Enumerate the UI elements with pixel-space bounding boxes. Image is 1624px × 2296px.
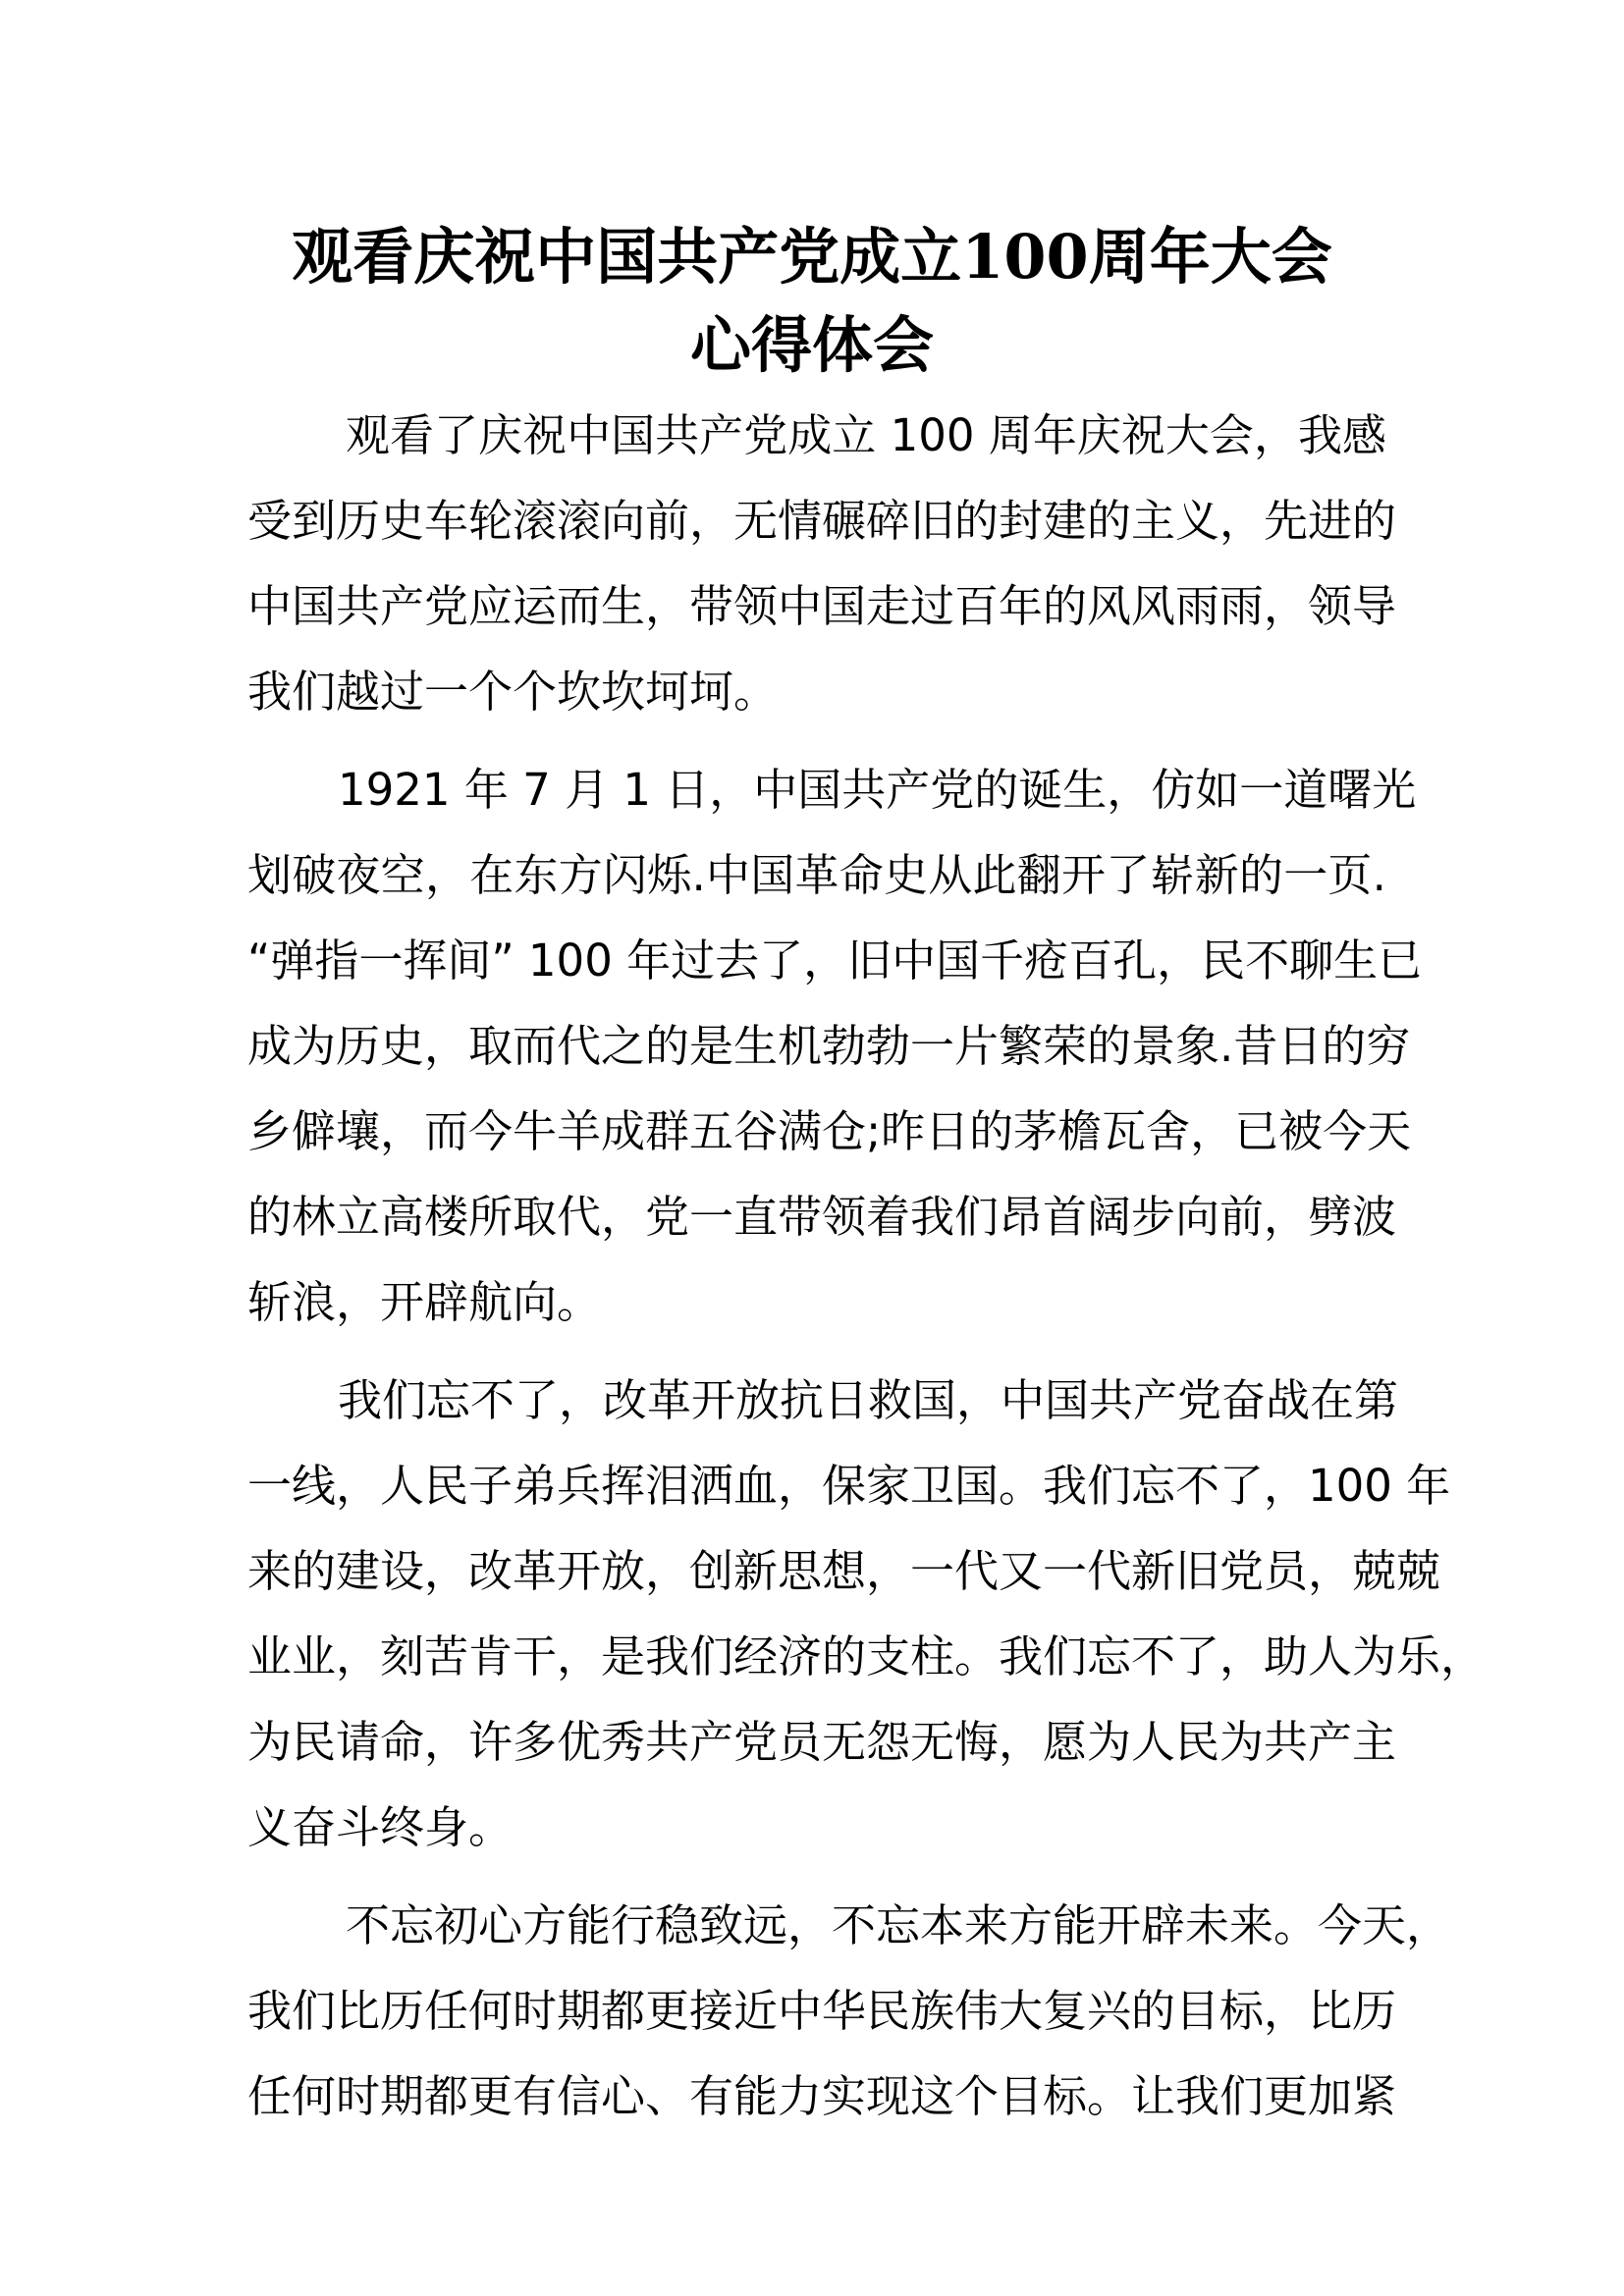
paragraph-line: 中国共产党应运而生，带领中国走过百年的风风雨雨，领导 bbox=[247, 580, 1397, 632]
paragraph-4 bbox=[247, 1883, 1451, 2139]
paragraph-line: “弹指一挥间” 100 年过去了，旧中国千疮百孔，民不聊生已 bbox=[247, 934, 1423, 987]
paragraph-line: 业业，刻苦肯干，是我们经济的支柱。我们忘不了，助人为乐， bbox=[247, 1630, 1486, 1682]
document-body bbox=[247, 393, 1486, 2152]
document-subtitle: 心得体会 bbox=[689, 309, 934, 381]
paragraph-line: 划破夜空，在东方闪烁.中国革命史从此翻开了崭新的一页. bbox=[247, 849, 1386, 901]
paragraph-line: 任何时期都更有信心、有能力实现这个目标。让我们更加紧 bbox=[247, 2070, 1397, 2122]
paragraph-2 bbox=[247, 747, 1423, 1345]
paragraph-line: 为民请命，许多优秀共产党员无怨无悔，愿为人民为共产主 bbox=[247, 1716, 1397, 1768]
paragraph-line: 不忘初心方能行稳致远，不忘本来方能开辟未来。今天， bbox=[346, 1899, 1451, 1951]
paragraph-line: 我们忘不了，改革开放抗日救国，中国共产党奋战在第 bbox=[338, 1374, 1399, 1426]
paragraph-line: 的林立高楼所取代，党一直带领着我们昂首阔步向前，劈波 bbox=[247, 1191, 1397, 1243]
paragraph-line: 一线，人民子弟兵挥泪洒血，保家卫国。我们忘不了，100 年 bbox=[247, 1460, 1451, 1512]
paragraph-line: 乡僻壤，而今牛羊成群五谷满仓;昨日的茅檐瓦舍，已被今天 bbox=[247, 1105, 1412, 1157]
paragraph-1 bbox=[247, 393, 1397, 734]
paragraph-3 bbox=[247, 1358, 1486, 1870]
paragraph-line: 成为历史，取而代之的是生机勃勃一片繁荣的景象.昔日的穷 bbox=[247, 1020, 1411, 1072]
document-title: 观看庆祝中国共产党成立100周年大会 bbox=[292, 221, 1332, 293]
paragraph-line: 受到历史车轮滚滚向前，无情碾碎旧的封建的主义，先进的 bbox=[247, 495, 1397, 547]
paragraph-line: 斩浪，开辟航向。 bbox=[247, 1276, 602, 1328]
paragraph-line: 义奋斗终身。 bbox=[247, 1801, 514, 1853]
paragraph-line: 来的建设，改革开放，创新思想，一代又一代新旧党员，兢兢 bbox=[247, 1545, 1441, 1597]
paragraph-line: 1921 年 7 月 1 日，中国共产党的诞生，仿如一道曙光 bbox=[338, 764, 1417, 816]
paragraph-line: 我们越过一个个坎坎坷坷。 bbox=[247, 666, 779, 718]
paragraph-line: 观看了庆祝中国共产党成立 100 周年庆祝大会，我感 bbox=[346, 409, 1386, 461]
paragraph-line: 我们比历任何时期都更接近中华民族伟大复兴的目标，比历 bbox=[247, 1985, 1397, 2037]
